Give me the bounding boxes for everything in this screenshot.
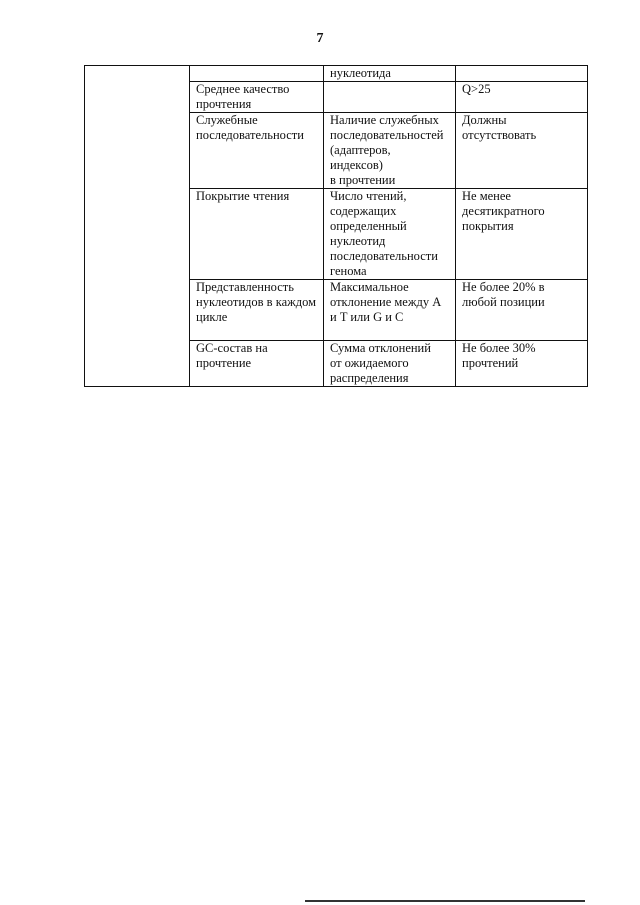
indicator-cell: Число чтений, содержащих определенный нуклеотид последовательности генома <box>324 189 456 280</box>
scan-edge-line <box>305 900 585 902</box>
parameter-cell: Покрытие чтения <box>190 189 324 280</box>
parameter-cell <box>190 66 324 82</box>
merged-first-column-cell <box>85 66 190 387</box>
parameter-cell: Представленность нуклеотидов в каждом цикле <box>190 280 324 341</box>
requirement-cell: Не более 20% в любой позиции <box>456 280 588 341</box>
indicator-cell: нуклеотида <box>324 66 456 82</box>
requirement-cell: Должны отсутствовать <box>456 113 588 189</box>
indicator-cell <box>324 82 456 113</box>
table-row <box>85 66 588 82</box>
indicator-cell: Наличие служебных последовательностей (адаптеров, индексов) в прочтении <box>324 113 456 189</box>
requirement-cell <box>456 66 588 82</box>
parameter-cell: Служебные последовательности <box>190 113 324 189</box>
requirement-cell: Q>25 <box>456 82 588 113</box>
indicator-cell: Сумма отклонений от ожидаемого распределения <box>324 341 456 387</box>
quality-requirements-table <box>84 65 588 387</box>
indicator-cell: Максимальное отклонение между A и T или G и C <box>324 280 456 341</box>
requirement-cell: Не более 30% прочтений <box>456 341 588 387</box>
parameter-cell: GC-состав на прочтение <box>190 341 324 387</box>
page-number: 7 <box>316 31 324 46</box>
parameter-cell: Среднее качество прочтения <box>190 82 324 113</box>
requirement-cell: Не менее десятикратного покрытия <box>456 189 588 280</box>
